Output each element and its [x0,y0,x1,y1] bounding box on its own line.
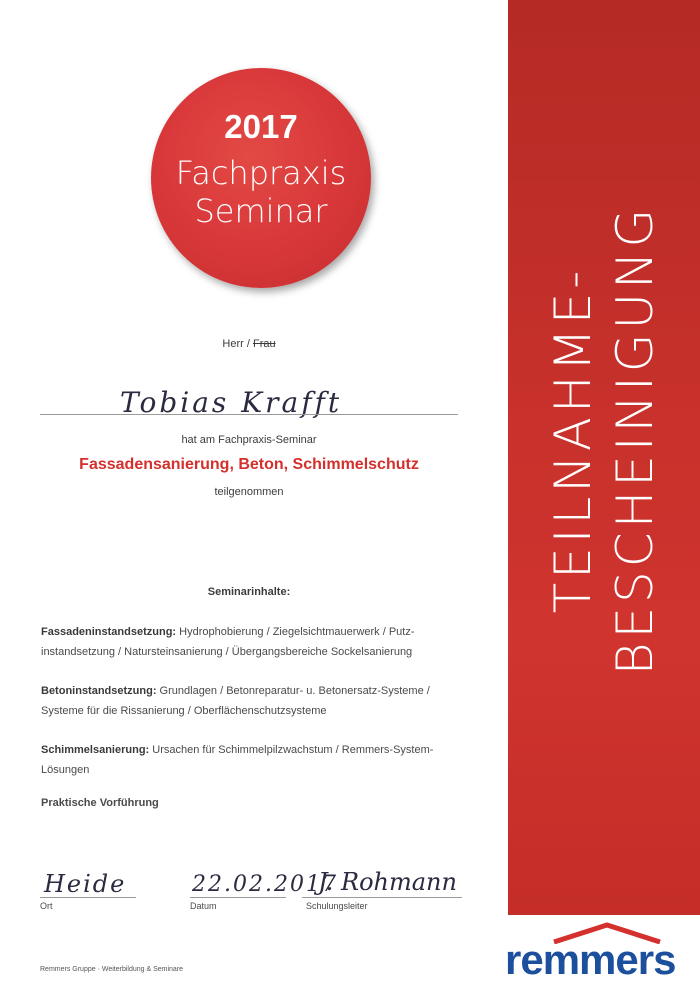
contents-item-concrete [41,681,461,721]
seminar-badge [151,68,371,288]
place-label: Ort [40,901,53,911]
date-line [190,897,286,898]
contents-item-label: Betoninstandsetzung: [41,685,157,697]
place-handwritten: Heide [44,870,127,898]
contents-item-mold [41,740,461,780]
place-line [40,897,136,898]
side-title-line1: TEILNAHME- [544,266,602,614]
contents-item-label: Fassadeninstandsetzung: [41,626,177,638]
leader-label: Schulungsleiter [306,901,368,911]
contents-item-text: Grundlagen / Betonreparatur- u. Betonersatz-Systeme / [156,685,430,697]
date-label: Datum [190,901,217,911]
salutation-frau-struck: Frau [252,338,276,350]
completed-text: teilgenommen [214,486,284,498]
seminar-title: Fassadensanierung, Beton, Schimmelschutz [79,456,419,473]
contents-item-text: Systeme für die Rissanierung / Oberflächenschutzsysteme [41,705,327,717]
side-title-line2: BESCHEINIGUNG [606,204,664,676]
participant-name-handwritten: Tobias Krafft [120,386,343,419]
contents-item-text: Ursachen für Schimmelpilzwachstum / Remmers-System- [149,744,434,756]
date-handwritten: 22.02.2017 [192,872,338,897]
practical-demo: Praktische Vorführung [41,797,159,809]
remmers-logo: remmers [505,936,676,983]
contents-heading: Seminarinhalte: [207,586,291,598]
badge-line1: Fachpraxis [175,154,347,192]
contents-item-text: Hydrophobierung / Ziegelsichtmauerwerk / Putz- [176,626,415,638]
side-title [542,160,666,720]
contents-item-text: Lösungen [41,764,90,776]
badge-line2: Seminar [194,192,328,230]
salutation [0,338,498,350]
contents-item-label: Schimmelsanierung: [41,744,150,756]
badge-year: 2017 [224,108,298,145]
contents-item-facade [41,622,461,662]
salutation-herr: Herr / [222,338,250,350]
footer-text: Remmers Gruppe · Weiterbildung & Seminare [40,966,184,973]
seminar-intro: hat am Fachpraxis-Seminar [181,434,317,446]
leader-signature: J. Rohmann [318,868,457,896]
leader-line [302,897,462,898]
name-line [40,414,458,415]
contents-item-text: instandsetzung / Natursteinsanierung / Übergangsbereiche Sockelsanierung [41,646,413,658]
